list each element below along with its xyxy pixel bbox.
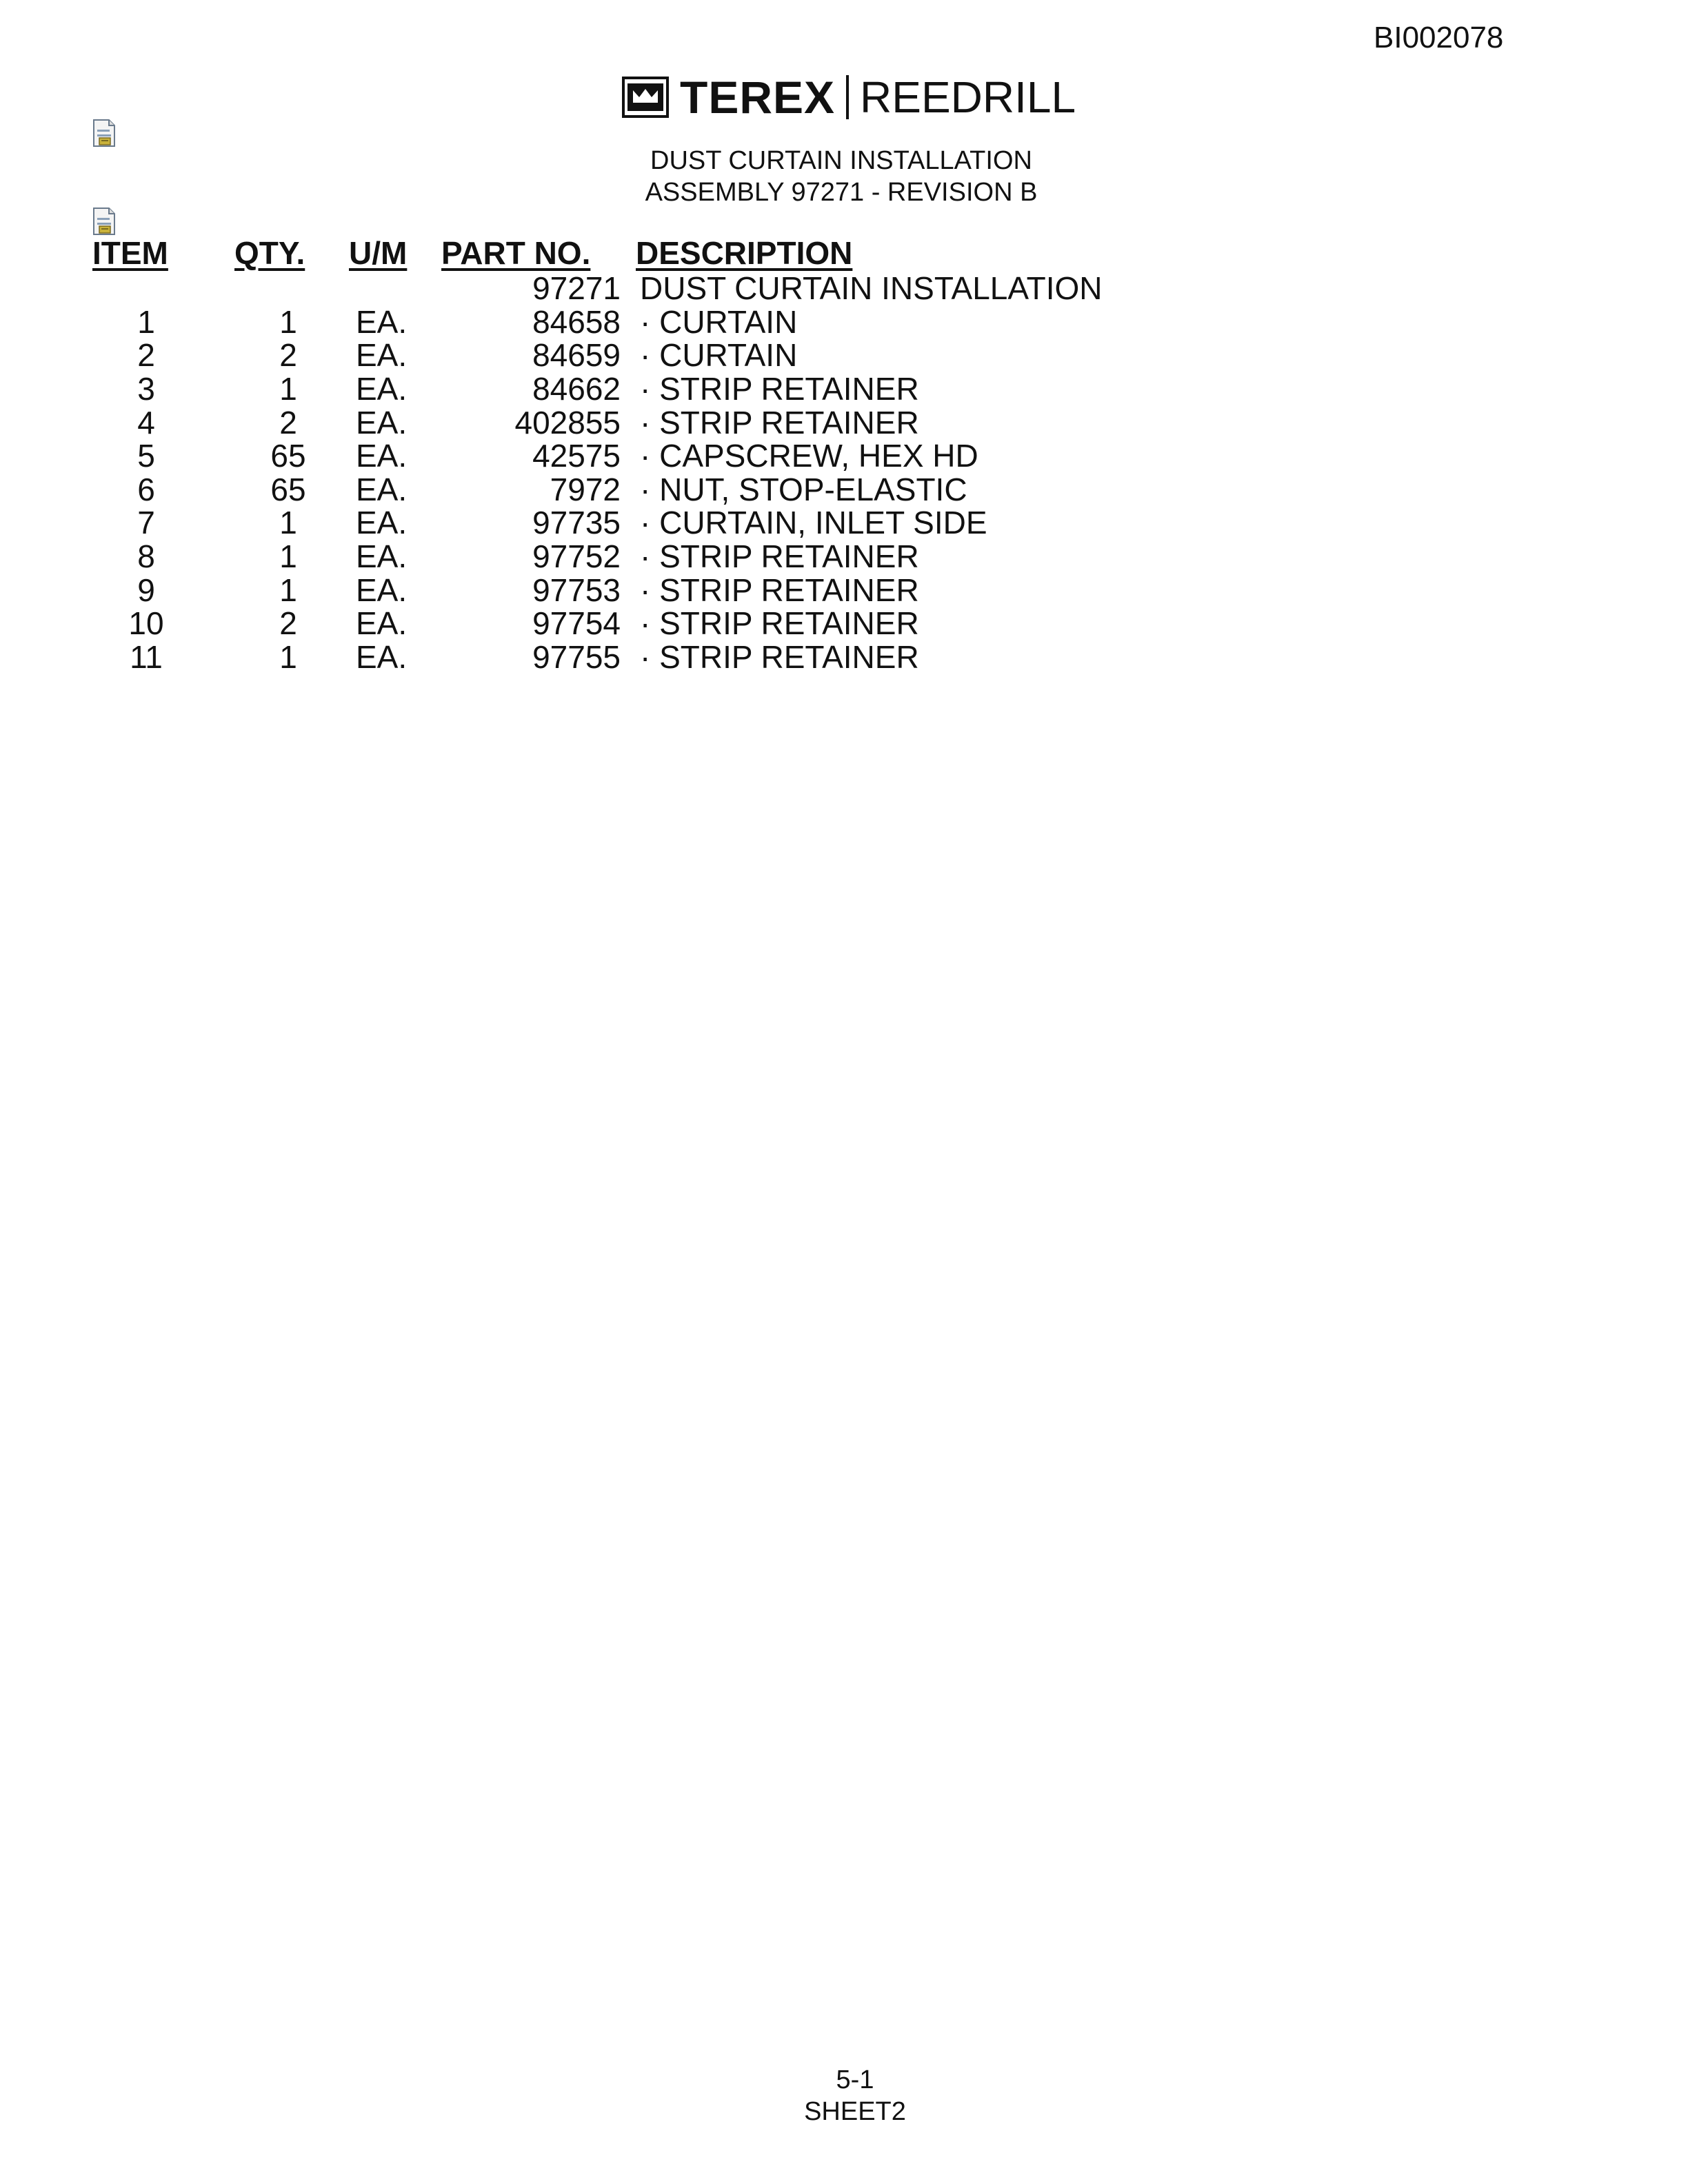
cell-um: EA. <box>356 371 408 407</box>
table-row <box>92 305 1123 339</box>
header-description: DESCRIPTION <box>636 235 853 271</box>
cell-item: 5 <box>137 438 155 474</box>
cell-description: · STRIP RETAINER <box>640 638 919 675</box>
cell-um: EA. <box>356 303 408 340</box>
cell-um: EA. <box>356 538 408 575</box>
cell-item: 6 <box>137 471 155 507</box>
page-footer <box>717 2064 993 2127</box>
sheet-label: SHEET2 <box>804 2097 906 2126</box>
cell-um: EA. <box>356 605 408 642</box>
table-header-row <box>92 234 1123 272</box>
cell-part-no: 97752 <box>532 538 621 575</box>
cell-part-no: 7972 <box>550 471 621 507</box>
cell-qty: 2 <box>279 404 297 441</box>
cell-part-no: 97735 <box>532 505 621 541</box>
cell-description: · CURTAIN, INLET SIDE <box>640 505 987 541</box>
header-um: U/M <box>349 235 408 271</box>
table-row <box>92 405 1123 439</box>
cell-item: 11 <box>130 638 163 675</box>
cell-um: EA. <box>356 638 408 675</box>
page-number: 5-1 <box>836 2065 874 2094</box>
cell-item <box>92 272 234 305</box>
title-line-2: ASSEMBLY 97271 - REVISION B <box>645 178 1038 207</box>
cell-item: 7 <box>137 505 155 541</box>
cell-part-no: 84662 <box>532 371 621 407</box>
cell-part-no: 97753 <box>532 572 621 608</box>
terex-crown-icon <box>622 77 669 118</box>
brand-name-terex: TEREX <box>680 72 836 123</box>
cell-description: · CAPSCREW, HEX HD <box>640 438 978 474</box>
cell-qty: 1 <box>279 371 297 407</box>
cell-qty: 2 <box>279 605 297 642</box>
cell-description: · STRIP RETAINER <box>640 572 919 608</box>
cell-qty: 65 <box>270 438 306 474</box>
cell-um: EA. <box>356 471 408 507</box>
brand-name-reedrill: REEDRILL <box>860 72 1076 122</box>
table-row <box>92 473 1123 507</box>
cell-qty: 1 <box>279 303 297 340</box>
brand-logo <box>622 72 1076 123</box>
title-line-1: DUST CURTAIN INSTALLATION <box>650 146 1032 175</box>
cell-um: EA. <box>356 505 408 541</box>
cell-description: · STRIP RETAINER <box>640 371 919 407</box>
cell-qty: 1 <box>279 538 297 575</box>
document-icon[interactable] <box>91 119 117 148</box>
cell-um <box>349 272 441 305</box>
cell-part-no: 97754 <box>532 605 621 642</box>
cell-um: EA. <box>356 404 408 441</box>
cell-part-no: 97755 <box>532 638 621 675</box>
cell-qty: 1 <box>279 572 297 608</box>
parts-table-body <box>92 272 1123 674</box>
table-row <box>92 573 1123 607</box>
header-item: ITEM <box>92 235 168 271</box>
cell-item: 4 <box>137 404 155 441</box>
cell-item: 1 <box>137 303 155 340</box>
table-row <box>92 439 1123 473</box>
header-qty: QTY. <box>234 235 305 271</box>
cell-description: · CURTAIN <box>640 337 798 374</box>
cell-description: · STRIP RETAINER <box>640 605 919 642</box>
document-title <box>510 145 1172 208</box>
cell-part-no: 402855 <box>514 404 621 441</box>
document-id: BI002078 <box>1374 21 1504 54</box>
table-row <box>92 506 1123 540</box>
table-row <box>92 640 1123 674</box>
document-icon[interactable] <box>91 207 117 236</box>
cell-item: 9 <box>137 572 155 608</box>
cell-qty <box>234 272 349 305</box>
cell-description: DUST CURTAIN INSTALLATION <box>640 270 1103 307</box>
header-part-no: PART NO. <box>441 235 591 271</box>
cell-part-no: 84658 <box>532 303 621 340</box>
cell-um: EA. <box>356 337 408 374</box>
table-row <box>92 607 1123 640</box>
cell-qty: 1 <box>279 638 297 675</box>
cell-item: 2 <box>137 337 155 374</box>
cell-part-no: 84659 <box>532 337 621 374</box>
cell-item: 8 <box>137 538 155 575</box>
cell-part-no: 97271 <box>532 270 621 307</box>
table-row <box>92 540 1123 574</box>
cell-description: · NUT, STOP-ELASTIC <box>640 471 967 507</box>
cell-qty: 1 <box>279 505 297 541</box>
brand-divider <box>846 75 849 119</box>
cell-item: 10 <box>128 605 164 642</box>
table-row <box>92 372 1123 406</box>
cell-description: · STRIP RETAINER <box>640 538 919 575</box>
cell-part-no: 42575 <box>532 438 621 474</box>
cell-um: EA. <box>356 572 408 608</box>
table-row <box>92 272 1123 305</box>
cell-um: EA. <box>356 438 408 474</box>
parts-table <box>92 234 1123 674</box>
cell-qty: 65 <box>270 471 306 507</box>
table-row <box>92 338 1123 372</box>
cell-item: 3 <box>137 371 155 407</box>
cell-description: · STRIP RETAINER <box>640 404 919 441</box>
cell-description: · CURTAIN <box>640 303 798 340</box>
cell-qty: 2 <box>279 337 297 374</box>
